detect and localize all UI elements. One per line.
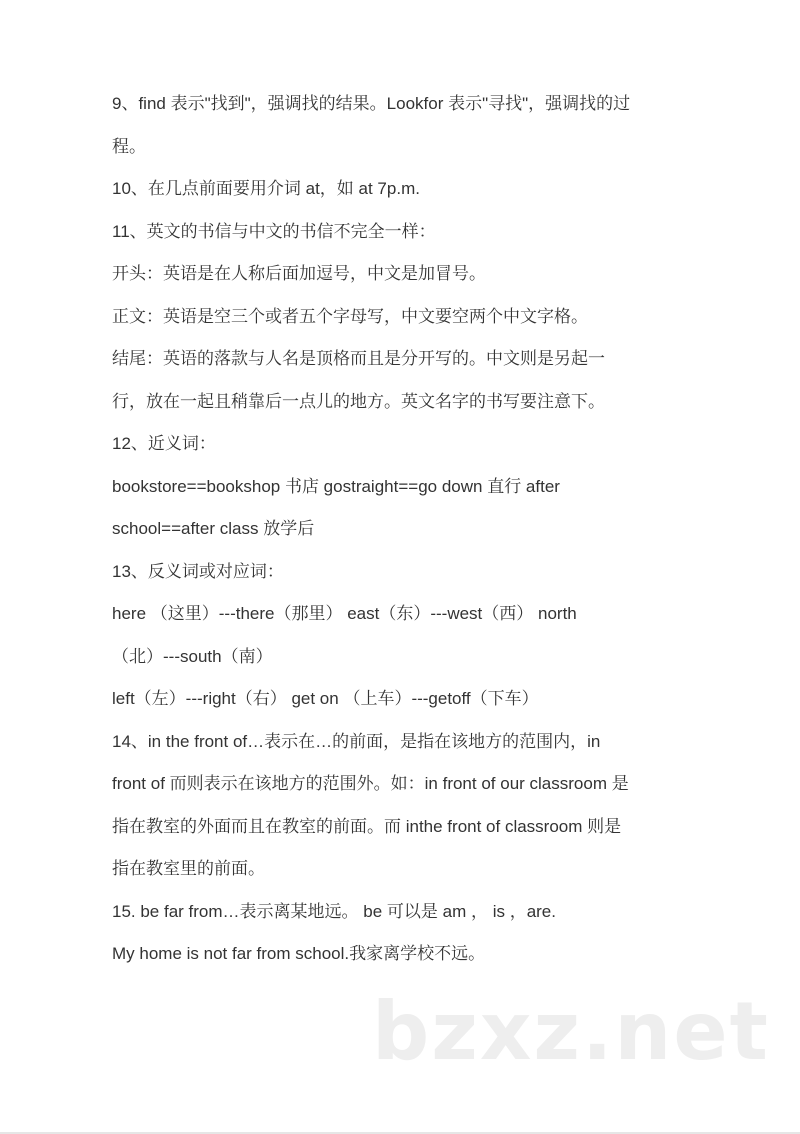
- text-line: school==after class 放学后: [112, 519, 315, 538]
- text-line: 行，放在一起且稍靠后一点儿的地方。英文名字的书写要注意下。: [112, 391, 605, 411]
- text-line: front of 而则表示在该地方的范围外。如：in front of our classroom 是: [112, 774, 629, 793]
- text-line: 开头：英语是在人称后面加逗号，中文是加冒号。: [112, 264, 486, 283]
- text-line: 14、in the front of…表示在…的前面，是指在该地方的范围内，in: [112, 731, 601, 751]
- text-line: 指在教室里的前面。: [112, 859, 265, 878]
- text-line: 10、在几点前面要用介词 at，如 at 7p.m.: [112, 179, 420, 198]
- text-line: 正文：英语是空三个或者五个字母写，中文要空两个中文字格。: [112, 306, 588, 326]
- text-line: 11、英文的书信与中文的书信不完全一样：: [112, 221, 436, 241]
- text-line: 12、近义词：: [112, 434, 216, 453]
- text-line: 结尾：英语的落款与人名是顶格而且是分开写的。中文则是另起一: [112, 349, 605, 368]
- text-line: bookstore==bookshop 书店 gostraight==go down 直行 after: [112, 476, 560, 496]
- text-line: 指在教室的外面而且在教室的前面。而 inthe front of classroom 则是: [112, 816, 622, 836]
- text-line: 程。: [112, 136, 146, 156]
- text-line: here （这里）---there（那里） east（东）---west（西） north: [112, 604, 577, 623]
- document-body: [112, 88, 702, 981]
- text-line: 13、反义词或对应词：: [112, 561, 284, 581]
- watermark: bzxz.net: [372, 985, 770, 1078]
- text-line: 15. be far from…表示离某地远。 be 可以是 am ， is ，are.: [112, 901, 556, 921]
- text-line: 9、find 表示"找到"，强调找的结果。Lookfor 表示"寻找"，强调找的过: [112, 94, 631, 113]
- text-line: left（左）---right（右） get on （上车）---getoff（下车）: [112, 689, 539, 708]
- text-line: My home is not far from school.我家离学校不远。: [112, 944, 486, 963]
- text-line: （北）---south（南）: [112, 646, 273, 666]
